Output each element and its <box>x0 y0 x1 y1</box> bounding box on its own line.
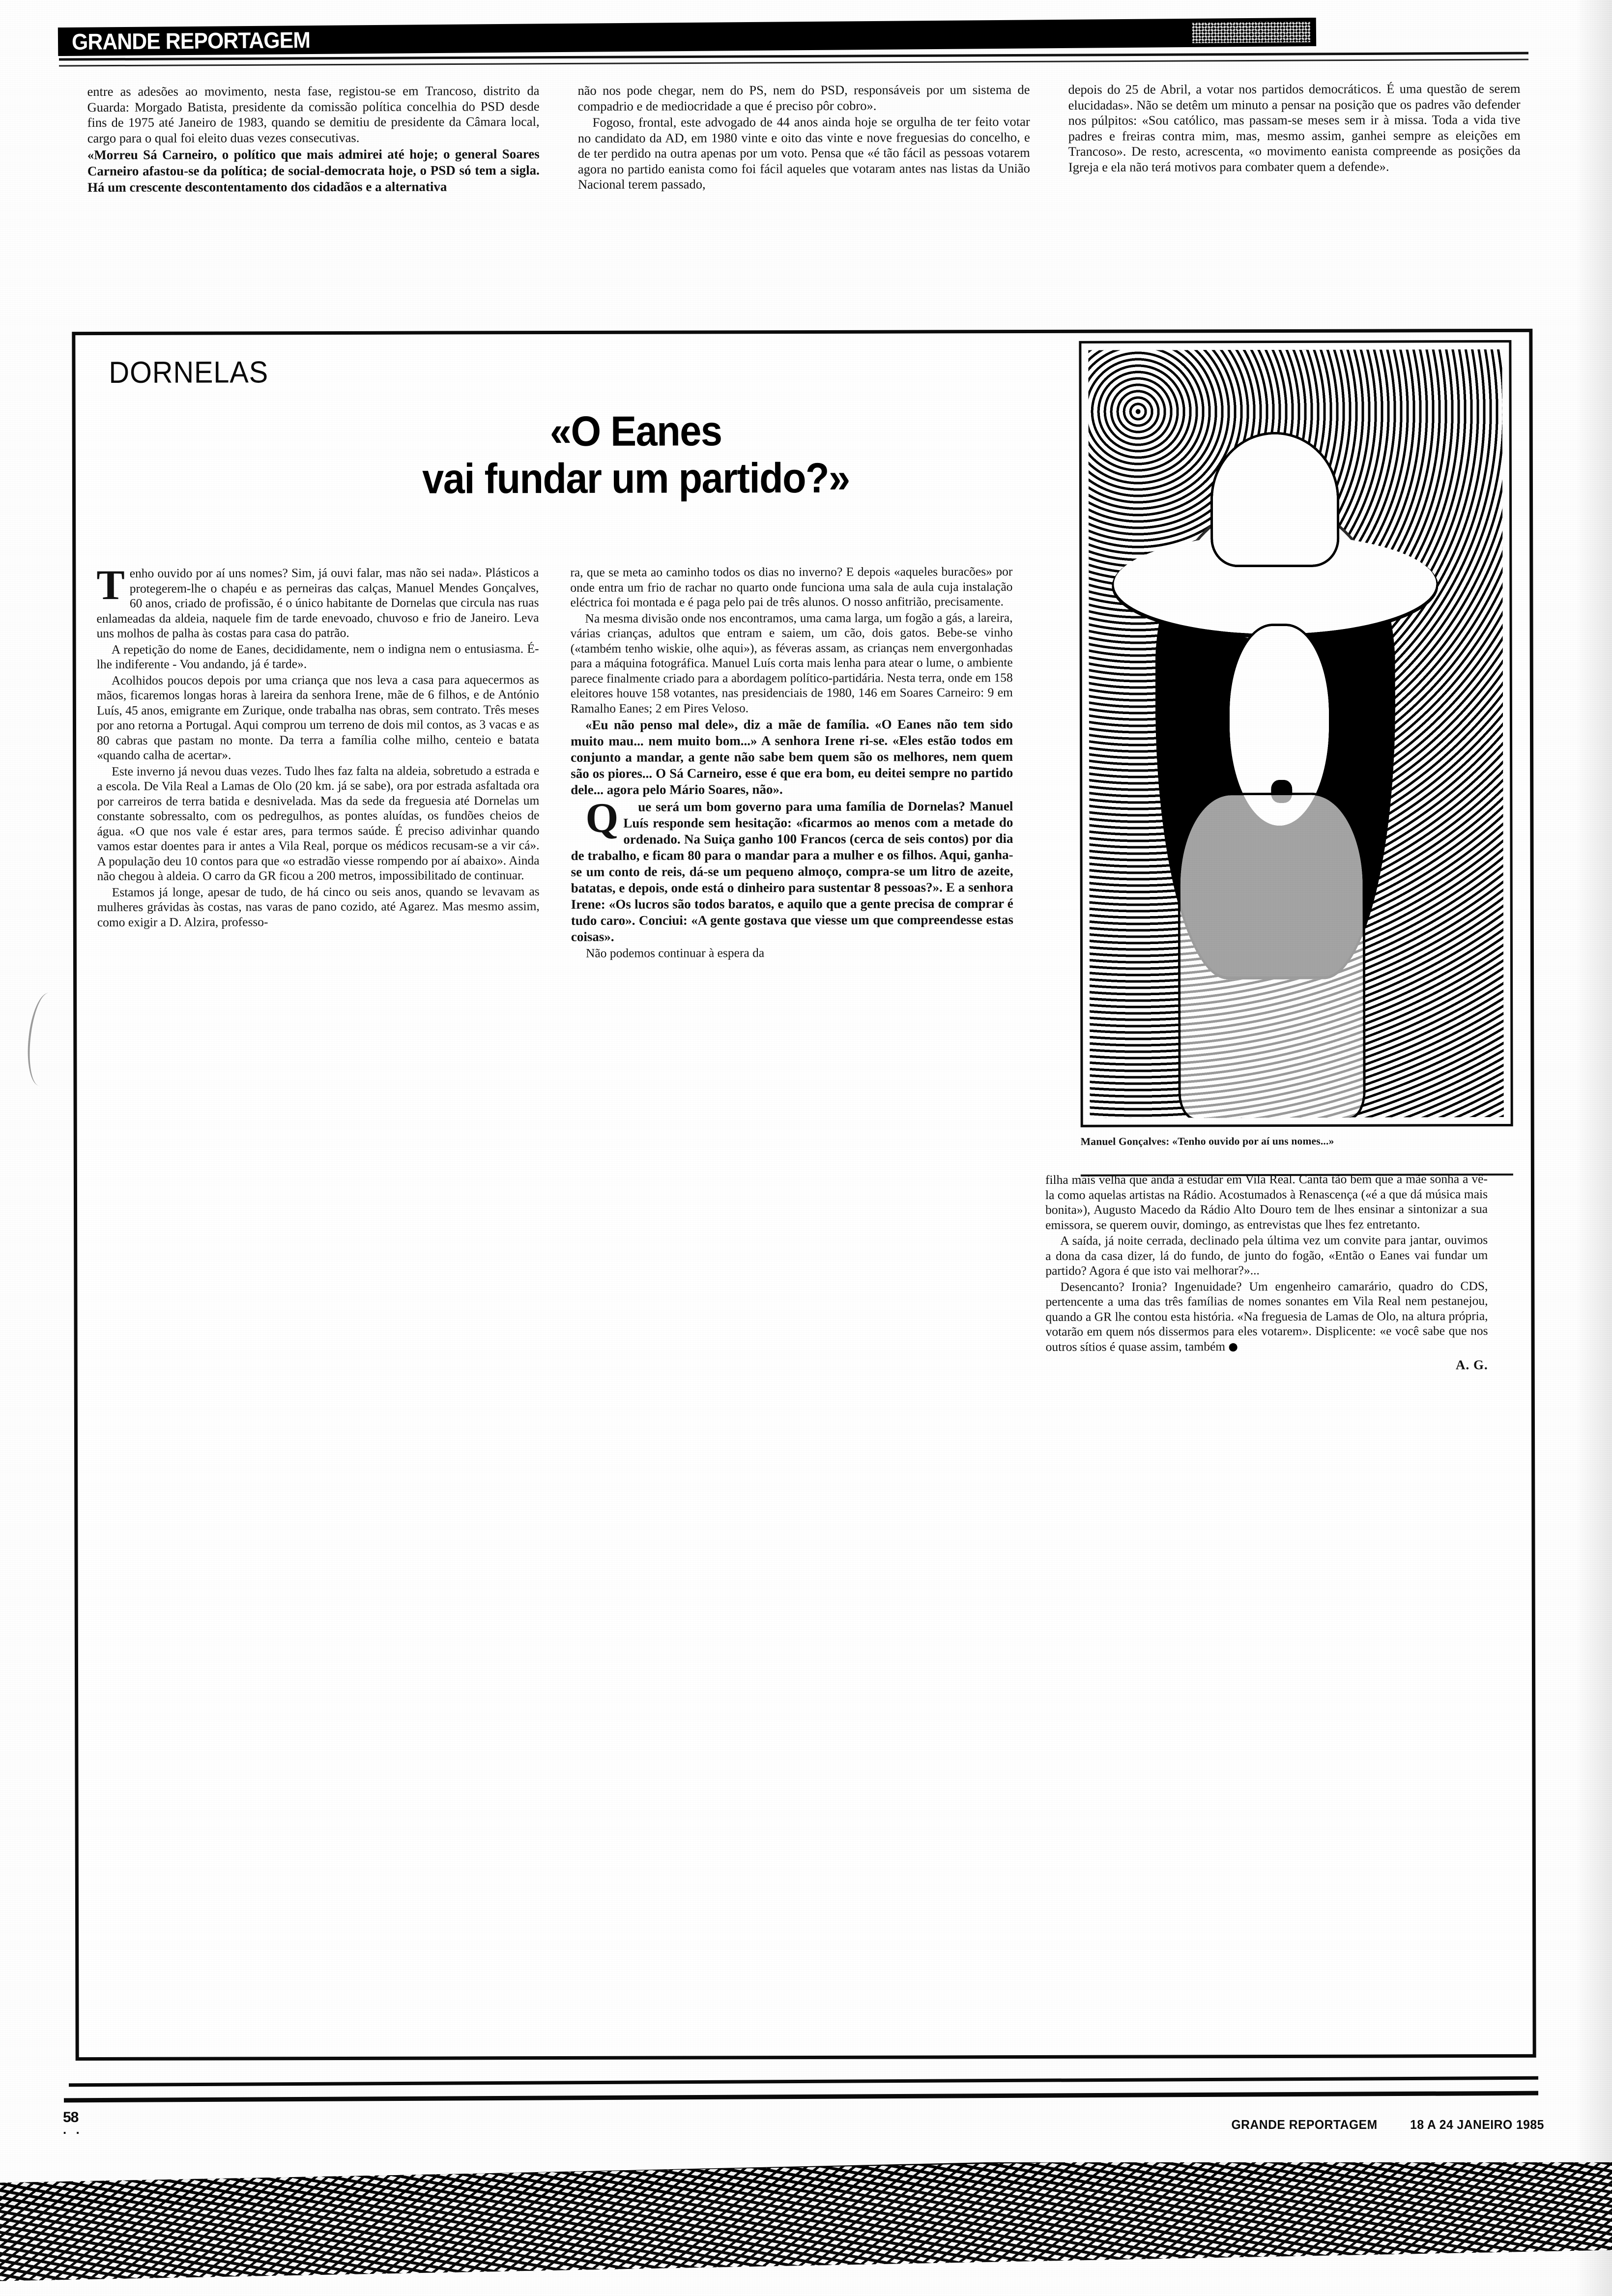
feat-c2-p2: Na mesma divisão onde nos encontramos, uma cama larga, um fogão a gás, a lareira, várias crianças, adultos que entram e saiem, um cão, dois gatos. Bebe-se vinho («também tenho wiskie, olhe aqui»), as féveras assam, as crianças nem envergonhadas para a máquina fotográfica. Manuel Luís corta mais lenha para atear o lume, o ambiente parece finalmente criado para a abordagem político-partidária. Nesta terra, onde em 158 eleitores houve 158 votantes, nas presidenciais de 1980, 146 em Soares Carneiro: 9 em Ramalho Eanes; 2 em Pires Veloso. <box>570 610 1013 716</box>
top-col2-p1: não nos pode chegar, nem do PS, nem do PSD, responsáveis por um sistema de compadrio e de mediocridade a que é preciso pôr cobro». <box>577 82 1030 114</box>
photo-caption: Manuel Gonçalves: «Tenho ouvido por aí uns nomes...» <box>1080 1135 1334 1148</box>
scan-smudge-right <box>1576 0 1612 2296</box>
top-col3-p1: depois do 25 de Abril, a votar nos partidos democráticos. É uma questão de serem elucidadas». Não se detêm um minuto a pensar na posição que os padres vão defender nos púlpitos: «Sou católico, mas passam-se meses sem ir à missa. Toda a vida tive padres e freiras contra mim, mas, mesmo assim, ganhei sempre as eleições em Trancoso». De resto, acrescenta, «o movimento eanista compreende as posições da Igreja e ela não terá motivos para combater quem a defende». <box>1068 81 1521 174</box>
feat-c2-p1: ra, que se meta ao caminho todos os dias no inverno? E depois «aqueles buracões» por onde entra um frio de rachar no quarto onde funciona uma sala de aula cuja instalação eléctrica foi montada e é paga pelo pai de três alunos. O nosso anfitrião, precisamente. <box>570 564 1013 609</box>
feature-column-2 <box>570 564 1014 1374</box>
photo-hat-crown <box>1212 434 1337 565</box>
top-col1-bold: «Morreu Sá Carneiro, o político que mais admirei até hoje; o general Soares Carneiro afastou-se da política; de social-democrata hoje, o PSD só tem a sigla. Há um crescente descontentamento dos cidadãos e a alternativa <box>87 146 540 195</box>
page-number <box>63 2109 83 2137</box>
footer-rule-top <box>69 2076 1538 2087</box>
footer-publication: GRANDE REPORTAGEM <box>1231 2117 1378 2132</box>
feature-columns <box>96 563 1518 1376</box>
top-column-3 <box>1068 81 1521 323</box>
feat-c3-p3-text: Desencanto? Ironia? Ingenuidade? Um engenheiro camarário, quadro do CDS, pertencente a uma das três famílias de nomes sonantes em Vila Real nem pestanejou, quando a GR lhe contou esta história. «Na freguesia de Lamas de Olo, na altura própria, votarão em quem nós dissermos para eles votarem». Displicente: «e você sabe que nos outros sítios é quase assim, também <box>1045 1278 1488 1354</box>
masthead-title: GRANDE REPORTAGEM <box>71 27 311 55</box>
page-number-value: 58 <box>63 2109 79 2125</box>
footer-rule-bottom <box>64 2091 1538 2103</box>
headline-line-2: vai fundar um partido?» <box>422 454 850 503</box>
footer-meta <box>1232 2117 1544 2132</box>
feat-c1-p4: Este inverno já nevou duas vezes. Tudo lhes faz falta na aldeia, sobretudo a estrada e a escola. De Vila Real a Lamas de Olo (20 km. já se sabe), ora por estrada asfaltada ora por carreiros de terra batida e desnivelada. Mas da sede da freguesia até Dornelas um constante sobressalto, com os pedregulhos, as pontes aluídas, os fundões cheios de água. «O que nos vale é estar ares, para termos saúde. É preciso adivinhar quando vamos estar doentes para ir antes a Vila Real, porque os médicos recusam-se a vir cá». A população deu 10 contos para que «o estradão viesse rompendo por aí abaixo». Ainda não chegou à aldeia. O carro da GR ficou a 200 metros, impossibilitado de continuar. <box>97 763 540 884</box>
page-number-ticks: . . <box>63 2122 83 2137</box>
footer-issue-date: 18 A 24 JANEIRO 1985 <box>1410 2117 1544 2132</box>
masthead-bar <box>58 18 1316 56</box>
feat-c3-p2: A saída, já noite cerrada, declinado pela última vez um convite para jantar, ouvimos a dona da casa dizer, lá do fundo, de junto do fogão, «Então o Eanes vai fundar um partido? Agora é que isto vai melhorar?»... <box>1045 1233 1488 1278</box>
feat-c2-p4: Que será um bom governo para uma família de Dornelas? Manuel Luís responde sem hesitação: «ficarmos ao menos com a metade do ordenado. Na Suiça ganho 100 Francos (cerca de seis contos) por dia de trabalho, e ficam 80 para o mandar para a mulher e os filhos. Aqui, ganha-se um conto de reis, dá-se um pequeno almoço, compra-se um litro de azeite, batatas, e depois, onde está o dinheiro para sustentar 8 pessoas?». E a senhora Irene: «Os lucros são todos baratos, e aquilo que a gente precisa de comprar é tudo caro». Conciui: «A gente gostava que viesse um que compreendesse estas coisas». <box>571 794 1013 944</box>
headline-line-1: «O Eanes <box>549 407 722 456</box>
top-column-2 <box>577 82 1030 324</box>
feature-column-3 <box>1044 563 1488 1373</box>
feat-c2-p5: Não podemos continuar à espera da <box>585 946 765 960</box>
masthead-texture <box>1192 22 1310 43</box>
feat-c1-p1: Tenho ouvido por aí uns nomes? Sim, já ouvi falar, mas não sei nada». Plásticos a protegerem-lhe o chapéu e as perneiras das calças, Manuel Mendes Gonçalves, 60 anos, criado de profissão, é o único habitante de Dornelas que circula nas ruas enlameadas da aldeia, naquele fim de tarde enevoado, chuvoso e frio de Janeiro. Leva uns molhos de palha às costas para casa do patrão. <box>96 561 539 641</box>
end-mark-icon <box>1229 1343 1238 1351</box>
scan-edge-noise <box>0 2162 1612 2281</box>
top-column-1 <box>87 83 540 325</box>
top-col1-plain: entre as adesões ao movimento, nesta fase, registou-se em Trancoso, distrito da Guarda: Morgado Batista, presidente da comissão política concelhia do PSD desde fins de 1975 até Janeiro de 1983, quando se demitiu de presidente da Câmara local, cargo para o qual foi eleito duas vezes consecutivas. <box>87 83 540 145</box>
feature-column-1 <box>96 561 540 1375</box>
scan-blotch-left <box>24 991 65 1088</box>
feature-kicker: DORNELAS <box>109 355 269 390</box>
feat-c1-p3: Acolhidos poucos depois por uma criança que nos leva a casa para aquecermos as mãos, ficaremos longas horas à lareira da senhora Irene, mãe de 6 filhos, e de António Luís, 45 anos, emigrante em Zurique, onde trabalha nas obras, sem contrato. Três meses por ano retorna a Portugal. Aqui comprou um terreno de dois mil contos, as 3 vacas e as 80 cabras que pastam no monte. Da terra a família colhe milho, centeio e batata «quando calha de acertar». <box>96 672 540 763</box>
feat-c3-p1: filha mais velha que anda a estudar em Vila Real. Canta tão bem que a mãe sonha a vê-la como aquelas artistas na Rádio. Acostumados à Renascença («é a que dá música mais bonita»), Augusto Macedo da Rádio Alto Douro tem de lhes ensinar a sintonizar a sua emissora, se querem ouvir, domingo, as entrevistas que lhes fez entretanto. <box>1045 1172 1488 1232</box>
feat-c2-p3: «Eu não penso mal dele», diz a mãe de família. «O Eanes não tem sido muito mau... nem muito bom...» A senhora Irene ri-se. «Eles estão todos em conjunto a mandar, a gente não sabe bem quem são os melhores, nem quem são os piores... O Sá Carneiro, esse é que era bom, eu deitei sempre no partido dele... agora pelo Mário Soares, não». <box>571 717 1013 797</box>
feature-headline <box>274 407 998 503</box>
feat-c1-p5: Estamos já longe, apesar de tudo, de há cinco ou seis anos, quando se levavam as mulheres grávidas às costas, nas varas de pano cozido, até Agarez. Mas mesmo assim, como exigir a D. Alzira, professo- <box>97 884 540 929</box>
feat-c3-p3 <box>1045 1279 1488 1354</box>
feature-article-box <box>72 329 1536 2061</box>
feat-c1-p2: A repetição do nome de Eanes, decididamente, nem o indigna nem o entusiasma. É-lhe indiferente - Vou andando, já é tarde». <box>96 641 539 672</box>
top-col2-p2: Fogoso, frontal, este advogado de 44 anos ainda hoje se orgulha de ter feito votar no candidato da AD, em 1980 vinte e oito das vinte e nove freguesias do concelho, e de ter perdido na outra apenas por um voto. Pensa que «é tão fácil as pessoas votarem agora no partido eanista como foi fácil aqueles que votaram antes nas listas da União Nacional terem passado, <box>577 114 1030 192</box>
scan-bottom-edge <box>0 2162 1612 2296</box>
top-article-columns <box>87 81 1532 325</box>
header-rule-bottom <box>59 58 1528 66</box>
author-signature: A. G. <box>1455 1357 1488 1373</box>
